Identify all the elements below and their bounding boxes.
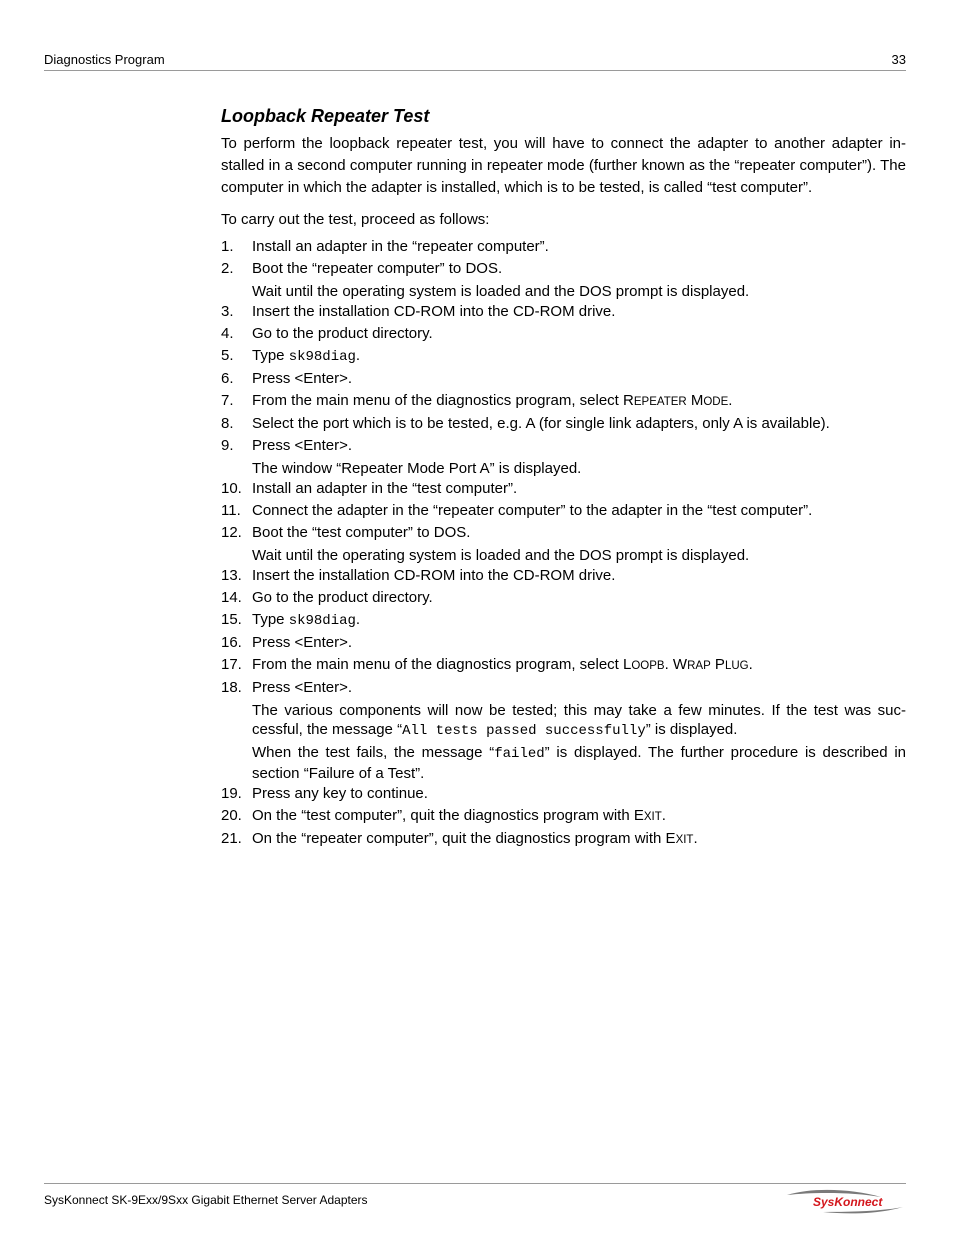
list-item: 11. Connect the adapter in the “repeater computer” to the adapter in the “test computer”.	[221, 502, 813, 519]
steps-list	[221, 236, 906, 851]
list-item: 1. Install an adapter in the “repeater computer”.	[221, 238, 549, 255]
list-item: 2. Boot the “repeater computer” to DOS. Wait until the operating system is loaded and the DOS prompt is displayed.	[221, 260, 750, 300]
list-item: 19. Press any key to continue.	[221, 785, 428, 802]
page-number: 33	[891, 52, 906, 67]
command-code: sk98diag	[288, 613, 356, 629]
list-item: 15. Type sk98diag.	[221, 611, 361, 629]
list-item: 16. Press <Enter>.	[221, 634, 353, 651]
command-code: sk98diag	[288, 349, 356, 365]
page-header	[44, 51, 906, 71]
footer-rule	[44, 1183, 906, 1185]
logo-text: SysKonnect	[813, 1195, 883, 1209]
list-item: 12. Boot the “test computer” to DOS. Wait until the operating system is loaded and the DOS prompt is displayed.	[221, 524, 750, 564]
proceed-text: To carry out the test, proceed as follows:	[221, 211, 490, 228]
syskonnect-logo	[783, 1187, 905, 1217]
list-item: 7. From the main menu of the diagnostics program, select REPEATER MODE.	[221, 392, 733, 409]
header-section-title: Diagnostics Program	[44, 52, 165, 67]
list-item: 6. Press <Enter>.	[221, 370, 353, 387]
main-content	[221, 105, 906, 851]
footer-text: SysKonnect SK-9Exx/9Sxx Gigabit Ethernet Server Adapters	[44, 1193, 368, 1207]
message-code: failed	[494, 746, 545, 762]
list-item: 18. Press <Enter>. The various components will now be tested; this may take a few minutes. If the test was suc-cessful, the message “All tests passed successfully” is displayed. When the test fails, the message “failed” is displayed. The further procedure is described in section “Failure of a Test”.	[221, 679, 906, 782]
success-note: The various components will now be tested; this may take a few minutes. If the test was suc-cessful, the message “All tests passed successfully” is displayed.	[252, 702, 906, 739]
message-code: All tests passed successfully	[402, 723, 646, 739]
list-item: 3. Insert the installation CD-ROM into the CD-ROM drive.	[221, 303, 616, 320]
list-item: 10. Install an adapter in the “test computer”.	[221, 480, 518, 497]
list-item: 8. Select the port which is to be tested, e.g. A (for single link adapters, only A is available).	[221, 415, 830, 432]
intro-paragraph: To perform the loopback repeater test, you will have to connect the adapter to another adapter in-stalled in a second computer running in repeater mode (further known as the “repeater computer”). The computer in which the adapter is installed, which is to be tested, is called “test computer”.	[221, 135, 906, 196]
list-item: 9. Press <Enter>. The window “Repeater Mode Port A” is displayed.	[221, 437, 582, 477]
section-heading: Loopback Repeater Test	[221, 106, 430, 126]
failure-note: When the test fails, the message “failed” is displayed. The further procedure is described in section “Failure of a Test”.	[252, 744, 906, 782]
list-item: 14. Go to the product directory.	[221, 589, 433, 606]
list-item: 21. On the “repeater computer”, quit the diagnostics program with EXIT.	[221, 830, 698, 847]
list-item: 20. On the “test computer”, quit the diagnostics program with EXIT.	[221, 807, 666, 824]
list-item: 5. Type sk98diag.	[221, 347, 361, 365]
list-item: 4. Go to the product directory.	[221, 325, 433, 342]
list-item: 13. Insert the installation CD-ROM into the CD-ROM drive.	[221, 567, 616, 584]
list-item: 17. From the main menu of the diagnostics program, select LOOPB. WRAP PLUG.	[221, 656, 753, 673]
